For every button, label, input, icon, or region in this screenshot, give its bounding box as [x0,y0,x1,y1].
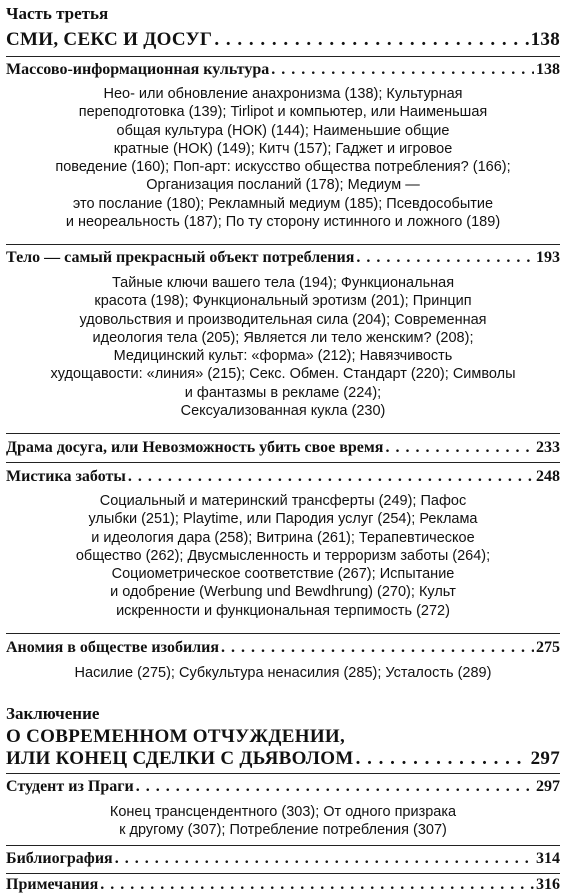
toc-entry-care[interactable] [6,466,560,488]
toc-entry-title: Массово-информационная культура [6,61,270,78]
subentry-line: улыбки (251); Playtime, или Пародия услуг (254); Реклама [88,511,478,528]
toc-entry-title [6,726,354,770]
leader-dots [221,637,534,659]
toc-subentries [6,664,560,682]
subentry-line: Тайные ключи вашего тела (194); Функциональная [111,275,455,291]
subentry-line: искренности и функциональная терпимость (272) [116,602,450,619]
toc-page-number: 297 [530,748,560,769]
toc-page-number: 138 [530,29,560,50]
subentry-line: Организация посланий (178); Медиум — [146,177,420,194]
toc-entry-student[interactable] [6,776,560,798]
leader-dots [128,466,534,488]
subentry-line: и идеология дара (258); Витрина (261); Терапевтическое [91,529,475,546]
subentry-line: идеология тела (205); Является ли тело женским? (208); [92,329,474,346]
subentry-line: удовольствия и производительная сила (204); Современная [79,311,487,328]
subentry-line: Конец трансцендентного (303); От одного призрака [109,804,457,820]
leader-dots [356,247,534,269]
toc-entry-part3[interactable] [6,29,560,51]
subentry-line: кратные (НОК) (149); Китч (157); Гаджет и игровое [113,140,453,157]
subentry-line: Социометрическое соответствие (267); Испытание [111,566,455,583]
divider [6,433,560,434]
toc-entry-title: Студент из Праги [6,778,134,795]
subentry-line: Нео- или обновление анахронизма (138); Культурная [103,86,463,102]
toc-page-number: 233 [536,439,560,456]
toc-entry-title: Драма досуга, или Невозможность убить свое время [6,439,384,456]
leader-dots [100,874,534,896]
toc-entry-title: Примечания [6,876,99,893]
subentry-line: общая культура (НОК) (144); Наименьшие общие [116,122,450,139]
part-label: Часть третья [6,4,109,23]
toc-page-number: 314 [536,850,560,867]
toc-subentries [6,803,560,840]
subentry-line: и неореальность (187); По ту сторону истинного и ложного (189) [65,214,501,231]
subentry-line: общество (262); Двусмысленность и терроризм заботы (264); [75,547,491,564]
subentry-line: это послание (180); Рекламный медиум (185); Псевдособытие [72,195,494,212]
toc-entry-mass-culture[interactable] [6,59,560,81]
toc-page-number: 193 [536,249,560,266]
subentry-line: и фантазмы в рекламе (224); [184,384,382,401]
toc-subentries [6,492,560,620]
toc-entry-title: Библиография [6,850,113,867]
subentry-line: худощавости: «линия» (215); Секс. Обмен. Стандарт (220); Символы [50,366,516,383]
subentry-line: Сексуализованная кукла (230) [180,403,386,420]
subentry-line: к другому (307); Потребление потребления (307) [119,822,447,839]
title-line: О СОВРЕМЕННОМ ОТЧУЖДЕНИИ, [6,726,346,747]
toc-page-number: 316 [536,876,560,893]
toc-entry-title: СМИ, СЕКС И ДОСУГ [6,29,213,50]
leader-dots [271,59,534,81]
leader-dots [136,776,534,798]
divider [6,462,560,463]
toc-page-number: 297 [536,778,560,795]
subentry-line: и одобрение (Werbung und Bewdhrung) (270); Культ [110,584,456,601]
toc-page-number: 138 [536,61,560,78]
toc-entry-title: Аномия в обществе изобилия [6,639,220,656]
subentry-line: поведение (160); Поп-арт: искусство общества потребления? (166); [55,159,511,176]
toc-page-number: 248 [536,468,560,485]
toc-entry-body[interactable] [6,247,560,269]
divider [6,56,560,57]
toc-entry-notes[interactable] [6,874,560,896]
toc-subentries [6,274,560,420]
subentry-line: Социальный и материнский трансферты (249); Пафос [99,493,467,509]
divider [6,633,560,634]
title-line: ИЛИ КОНЕЦ СДЕЛКИ С ДЬЯВОЛОМ [6,748,354,769]
toc-subentries [6,85,560,231]
toc-entry-anomie[interactable] [6,637,560,659]
toc-entry-title: Мистика заботы [6,468,126,485]
divider [6,845,560,846]
toc-page-number: 275 [536,639,560,656]
subentry-line: красота (198); Функциональный эротизм (201); Принцип [94,293,472,310]
subentry-line: Насилие (275); Субкультура ненасилия (285); Усталость (289) [74,665,492,681]
leader-dots [214,29,528,51]
subentry-line: Медицинский культ: «форма» (212); Навязчивость [113,348,453,365]
toc-entry-leisure[interactable] [6,437,560,459]
leader-dots [356,748,529,770]
leader-dots [115,848,534,870]
divider [6,244,560,245]
divider [6,773,560,774]
toc-entry-conclusion[interactable] [6,726,560,770]
subentry-line: переподготовка (139); Tirlipot и компьютер, или Наименьшая [78,104,488,121]
leader-dots [385,437,534,459]
toc-entry-bibliography[interactable] [6,848,560,870]
toc-entry-title: Тело — самый прекрасный объект потребления [6,249,355,266]
conclusion-label: Заключение [6,704,100,723]
